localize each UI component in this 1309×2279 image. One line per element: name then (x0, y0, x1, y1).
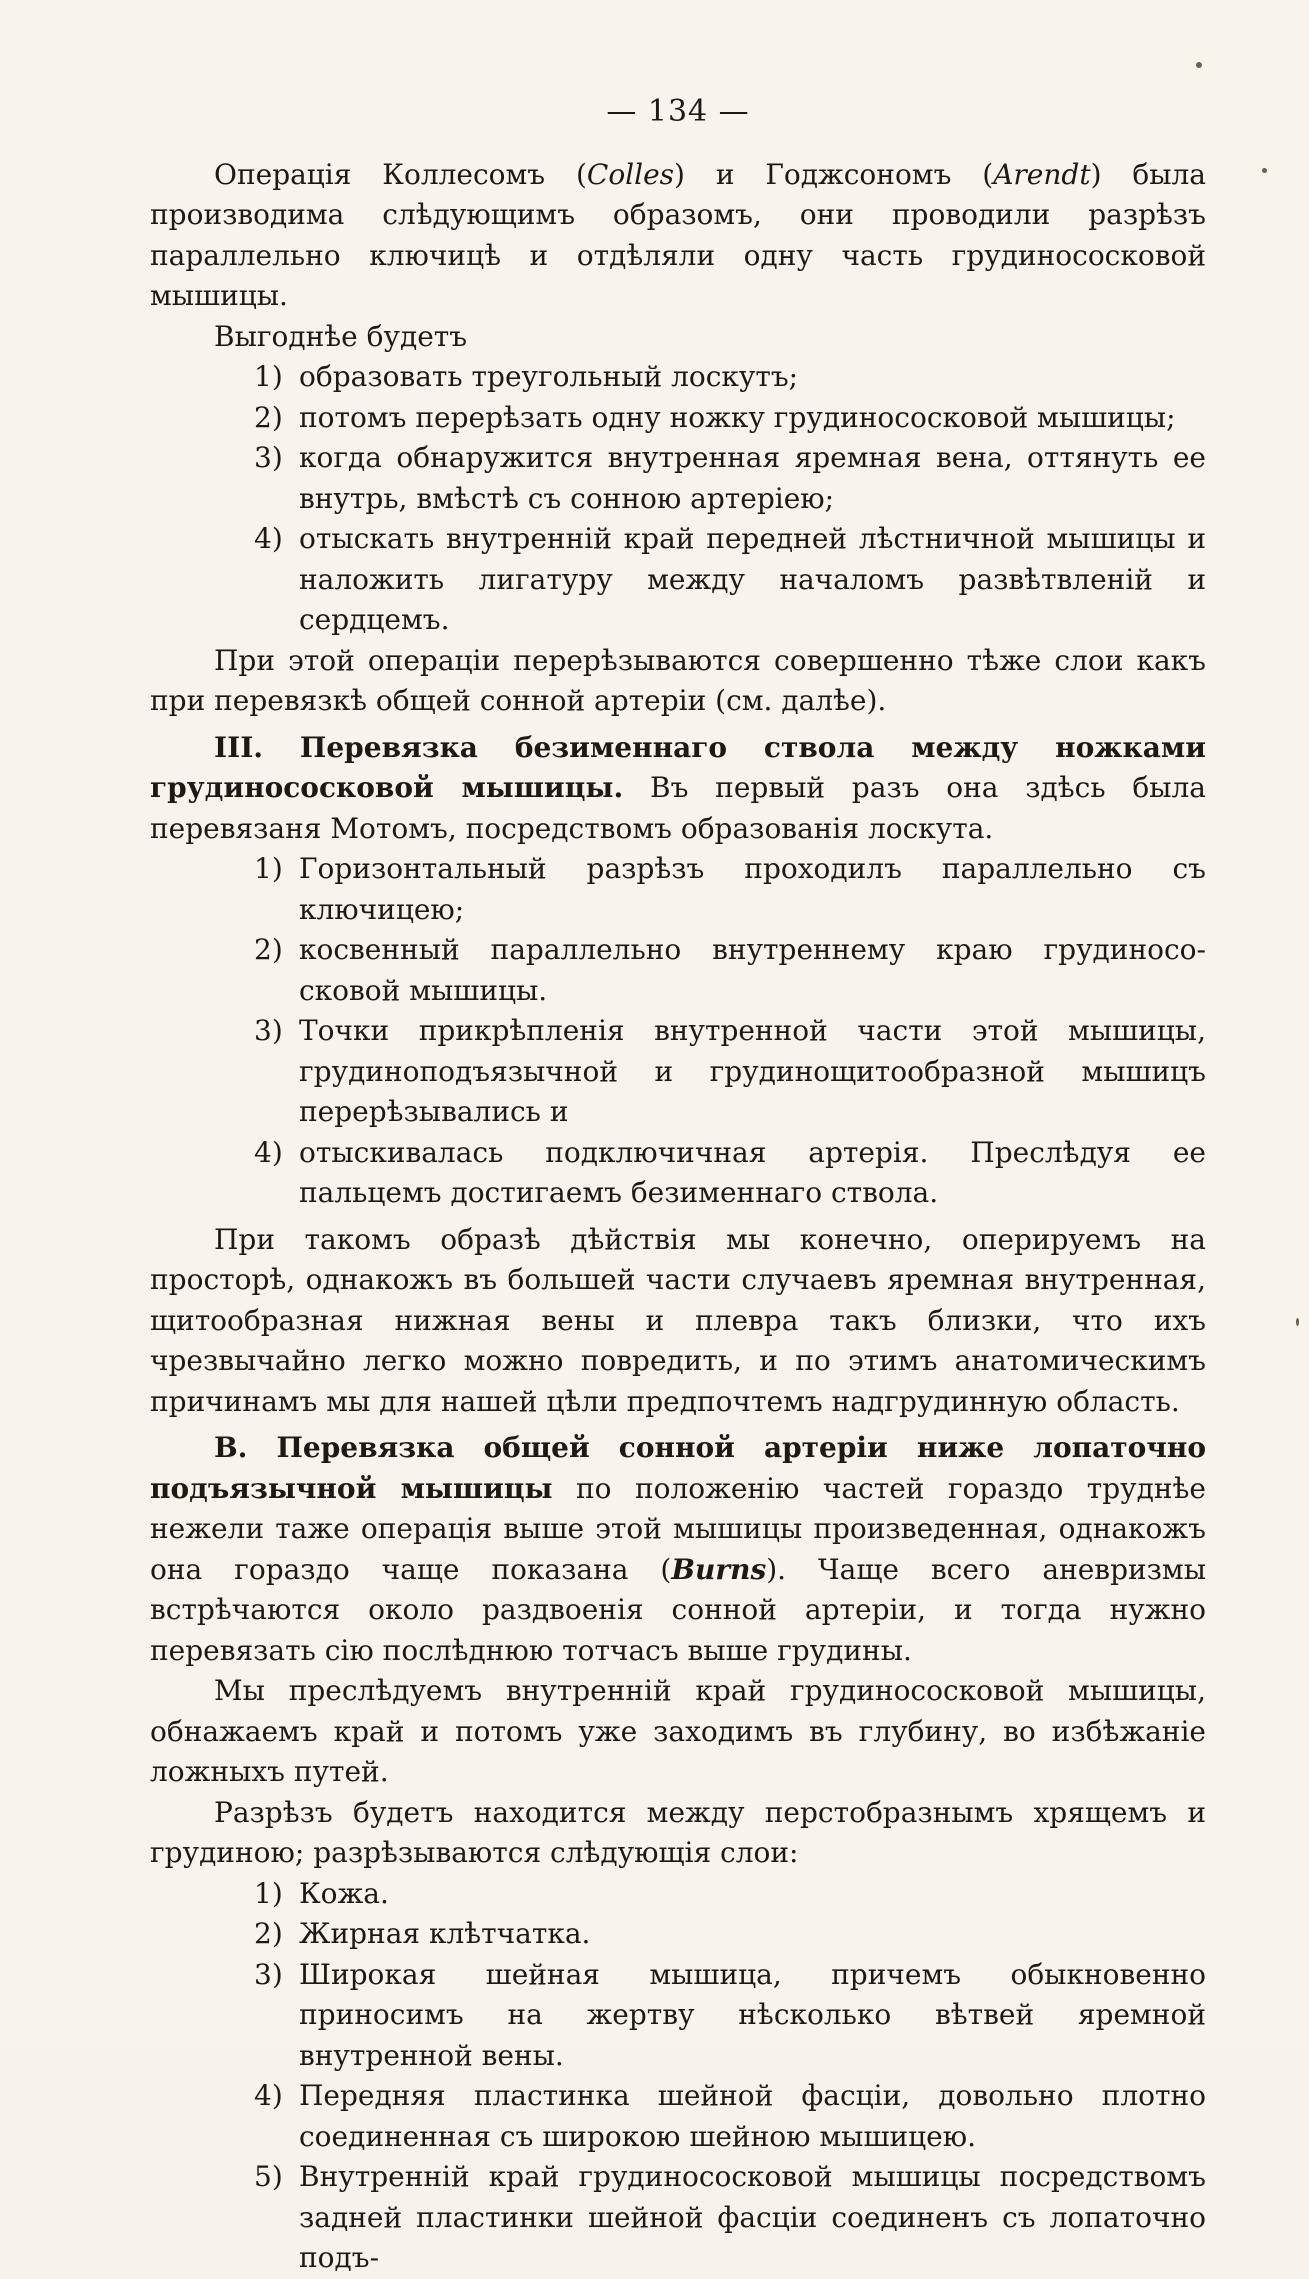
item-number: 3) (254, 1014, 283, 1047)
list-item (150, 1914, 1206, 1955)
list-item (150, 849, 1206, 930)
paragraph-layers: При этой операціи перерѣзываются совершенно тѣже слои какъ при перевязкѣ общей сонной артеріи (см. далѣе). (150, 643, 1206, 717)
text-run: Операція Коллесомъ ( (214, 157, 587, 191)
paper-speck (1296, 1318, 1299, 1326)
item-text: отыскивалась подключичная артерія. Преслѣдуя ее пальцемъ достигаемъ безименнаго ствола. (299, 1135, 1206, 1209)
page-content (150, 92, 1206, 2279)
paper-speck (1196, 62, 1202, 68)
author-name: Burns (671, 1552, 767, 1586)
section-heading: III. Перевязка безименнаго ствола между ножками грудинососковой мышицы. (150, 730, 1206, 804)
paragraph-incision: Разрѣзъ будетъ находится между перстобразнымъ хрящемъ и грудиною; разрѣзываются слѣдующія слои: (150, 1795, 1206, 1869)
list-item (150, 357, 1206, 398)
section-iii-paragraph (150, 728, 1206, 850)
layers-list (150, 1874, 1206, 2279)
list-item (150, 398, 1206, 439)
item-number: 2) (254, 400, 283, 434)
item-text: Кожа. (299, 1876, 389, 1910)
author-name: Colles (586, 157, 675, 191)
paper-speck (1262, 168, 1267, 173)
steps-list-2 (150, 849, 1206, 1214)
section-heading: B. Перевязка общей сонной артеріи ниже лопаточно подъязычной мышицы (150, 1431, 1206, 1505)
paragraph-better: Выгоднѣе будетъ (214, 319, 468, 353)
list-item (150, 1011, 1206, 1133)
paragraph-colles-arendt (150, 155, 1206, 317)
item-text: Широкая шейная мышица, причемъ обыкновенно приносимъ на жертву нѣсколько вѣтвей яремной внутренной вены. (299, 1957, 1206, 2072)
text-run: ) и Годжсономъ ( (674, 157, 994, 191)
item-number: 4) (254, 1135, 283, 1169)
item-text: косвенный параллельно внутреннему краю грудинососковой мышицы. (299, 933, 1206, 1007)
item-text: Внутренній край грудинососковой мышицы посредствомъ задней пластинки шейной фасціи соединенъ съ лопаточно подъ- (299, 2160, 1206, 2274)
item-number: 2) (254, 1917, 283, 1950)
item-text: когда обнаружится внутренная яремная вена, оттянуть ее внутрь, вмѣстѣ съ сонною артеріею; (299, 441, 1206, 515)
list-item (150, 1955, 1206, 2077)
item-number: 1) (254, 360, 283, 393)
item-number: 1) (254, 1876, 283, 1910)
list-item (150, 1874, 1206, 1915)
list-item (150, 519, 1206, 641)
item-text: отыскать внутренній край передней лѣстничной мышицы и наложить лигатуру между началомъ развѣтвленій и сердцемъ. (299, 522, 1206, 636)
item-number: 4) (254, 522, 283, 555)
steps-list-1 (150, 357, 1206, 641)
item-number: 5) (254, 2160, 283, 2193)
item-number: 4) (254, 2079, 283, 2112)
paragraph-space: При такомъ образѣ дѣйствія мы конечно, оперируемъ на просторѣ, однакожъ въ большей части случаевъ яремная внутренная, щитообразная нижная вены и плевра такъ близки, что ихъ чрезвычайно легко можно повредить, и по этимъ анатомическимъ причинамъ мы для нашей цѣли предпочтемъ надгрудинную область. (150, 1222, 1206, 1418)
page-number: — 134 — (606, 94, 750, 129)
text-run: Въ первый разъ она здѣсь была перевязаня Мотомъ, посредствомъ образованія лоскута. (150, 771, 1207, 845)
item-text: Точки прикрѣпленія внутренной части этой мышицы, грудиноподъязычной и грудинощитообразной мышицъ перерѣзывались и (299, 1014, 1206, 1128)
list-item (150, 438, 1206, 519)
section-b-paragraph (150, 1428, 1206, 1671)
item-text: образовать треугольный лоскутъ; (299, 360, 799, 393)
item-number: 1) (254, 852, 283, 885)
text-run: ). Чаще всего аневризмы встрѣчаются около раздвоенія сонной артеріи, и тогда нужно перевязать сію послѣднюю тотчасъ выше грудины. (150, 1552, 1206, 1667)
item-text: Жирная клѣтчатка. (299, 1917, 591, 1950)
text-run: по положенію частей гораздо труднѣе нежели таже операція выше этой мышицы произведенная, однакожъ она гораздо чаще показана ( (150, 1471, 1206, 1586)
item-number: 2) (254, 933, 283, 966)
author-name: Arendt (993, 157, 1091, 191)
paragraph-follow: Мы преслѣдуемъ внутренній край грудинососковой мышицы, обнажаемъ край и потомъ уже заходимъ въ глубину, во избѣжаніе ложныхъ путей. (150, 1674, 1206, 1788)
list-item (150, 2076, 1206, 2157)
item-text: потомъ перерѣзать одну ножку грудинососковой мышицы; (299, 400, 1176, 434)
list-item (150, 2157, 1206, 2279)
item-number: 3) (254, 441, 283, 474)
item-number: 3) (254, 1957, 283, 1991)
text-run: ) была производима слѣдующимъ образомъ, они проводили разрѣзъ параллельно ключицѣ и отдѣляли одну часть грудинососковой мышицы. (150, 157, 1206, 312)
item-text: Горизонтальный разрѣзъ проходилъ параллельно съ ключицею; (299, 852, 1206, 926)
item-text: Передняя пластинка шейной фасціи, довольно плотно соединенная съ широкою шейною мышицею. (299, 2079, 1206, 2153)
list-item (150, 1133, 1206, 1214)
list-item (150, 930, 1206, 1011)
